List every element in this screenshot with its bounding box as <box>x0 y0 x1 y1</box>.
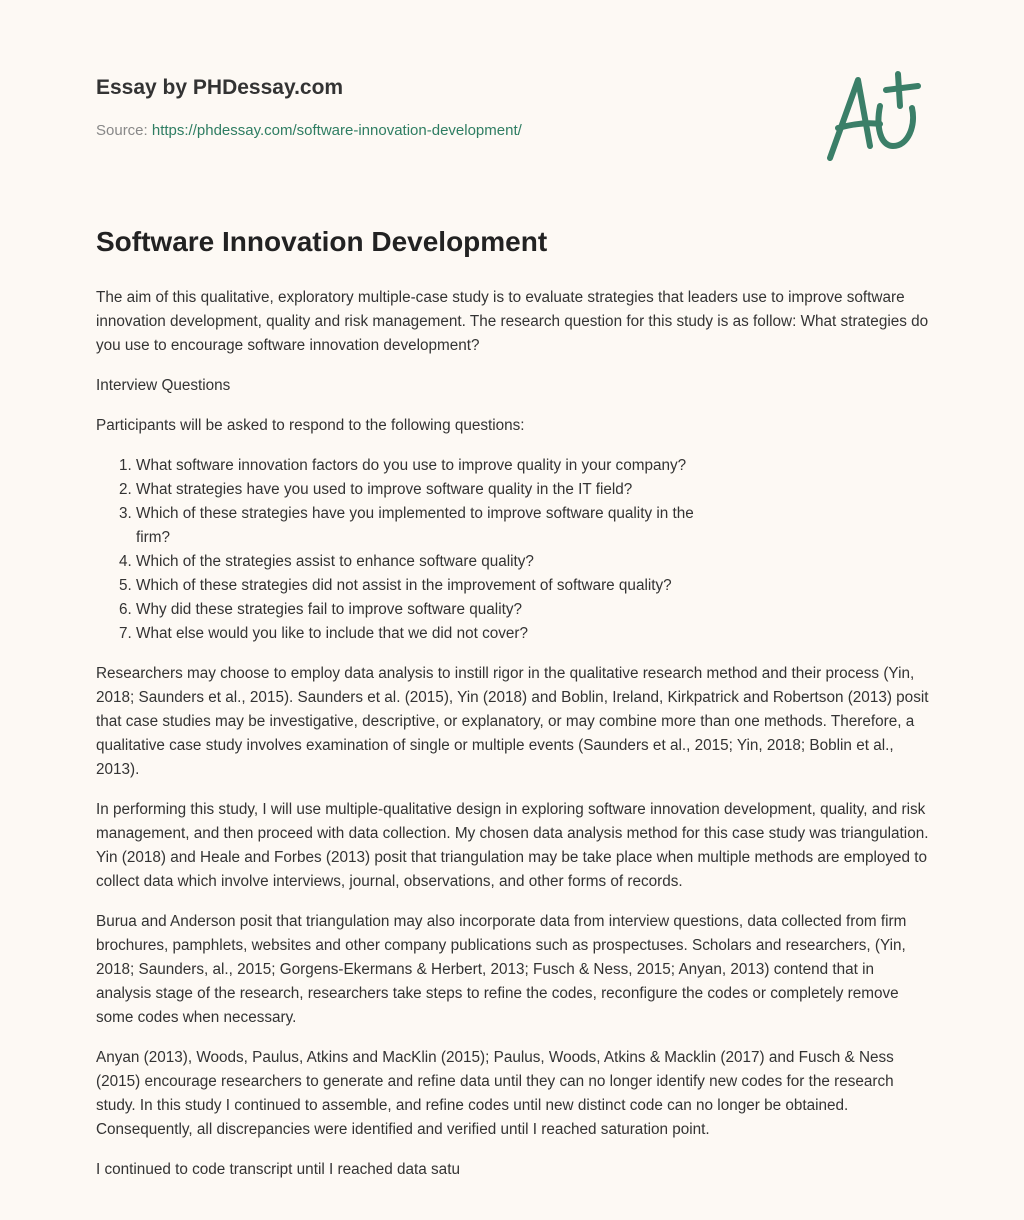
body-paragraph: Researchers may choose to employ data analysis to instill rigor in the qualitative research method and their process (Yin, 2018; Saunders et al., 2015). Saunders et al. (2015), Yin (2018) and Boblin, Ireland, Kirkpatrick and Robertson (2013) posit that case studies may be investigative, descriptive, or explanatory, or may combine more than one methods. Therefore, a qualitative case study involves examination of single or multiple events (Saunders et al., 2015; Yin, 2018; Boblin et al., 2013). <box>96 665 929 778</box>
article <box>96 226 932 1198</box>
intro-paragraph: The aim of this qualitative, exploratory multiple-case study is to evaluate strategies that leaders use to improve software innovation development, quality and risk management. The research question for this study is as follow: What strategies do you use to encourage software innovation development? <box>96 289 929 354</box>
list-item: 3. Which of these strategies have you implemented to improve software quality in the firm? <box>136 502 706 550</box>
list-item: 2. What strategies have you used to improve software quality in the IT field? <box>136 478 932 502</box>
a-plus-logo-icon <box>818 66 928 166</box>
list-item: 4. Which of the strategies assist to enhance software quality? <box>136 550 932 574</box>
source-line <box>96 122 928 139</box>
list-item: 6. Why did these strategies fail to improve software quality? <box>136 598 932 622</box>
body-paragraph: Burua and Anderson posit that triangulation may also incorporate data from interview questions, data collected from firm brochures, pamphlets, websites and other company publications such as prospectuses. Scholars and researchers, (Yin, 2018; Saunders, al., 2015; Gorgens-Ekermans & Herbert, 2013; Fusch & Ness, 2015; Anyan, 2013) contend that in analysis stage of the research, researchers take steps to refine the codes, reconfigure the codes or completely remove some codes when necessary. <box>96 913 907 1026</box>
body-paragraph: In performing this study, I will use multiple-qualitative design in exploring software innovation development, quality, and risk management, and then proceed with data collection. My chosen data analysis method for this case study was triangulation. Yin (2018) and Heale and Forbes (2013) posit that triangulation may be take place when multiple methods are employed to collect data which involve interviews, journal, observations, and other forms of records. <box>96 801 929 890</box>
list-item: 1. What software innovation factors do you use to improve quality in your company? <box>136 454 932 478</box>
subheading: Interview Questions <box>96 377 231 394</box>
brand-title: Essay by PHDessay.com <box>96 76 344 99</box>
questions-lead: Participants will be asked to respond to the following questions: <box>96 417 525 434</box>
questions-list <box>96 454 932 646</box>
list-item: 5. Which of these strategies did not assist in the improvement of software quality? <box>136 574 932 598</box>
body-paragraph: Anyan (2013), Woods, Paulus, Atkins and MacKlin (2015); Paulus, Woods, Atkins & Macklin (2017) and Fusch & Ness (2015) encourage researchers to generate and refine data until they can no longer identify new codes for the research study. In this study I continued to assemble, and refine codes until new distinct code can no longer be obtained. Consequently, all discrepancies were identified and verified until I reached saturation point. <box>96 1049 894 1138</box>
body-paragraph: I continued to code transcript until I reached data satu <box>96 1161 460 1178</box>
article-title: Software Innovation Development <box>96 226 548 257</box>
source-label: Source: <box>96 122 148 139</box>
source-link[interactable]: https://phdessay.com/software-innovation-development/ <box>151 122 522 139</box>
page-header <box>96 76 928 139</box>
list-item: 7. What else would you like to include that we did not cover? <box>136 622 932 646</box>
